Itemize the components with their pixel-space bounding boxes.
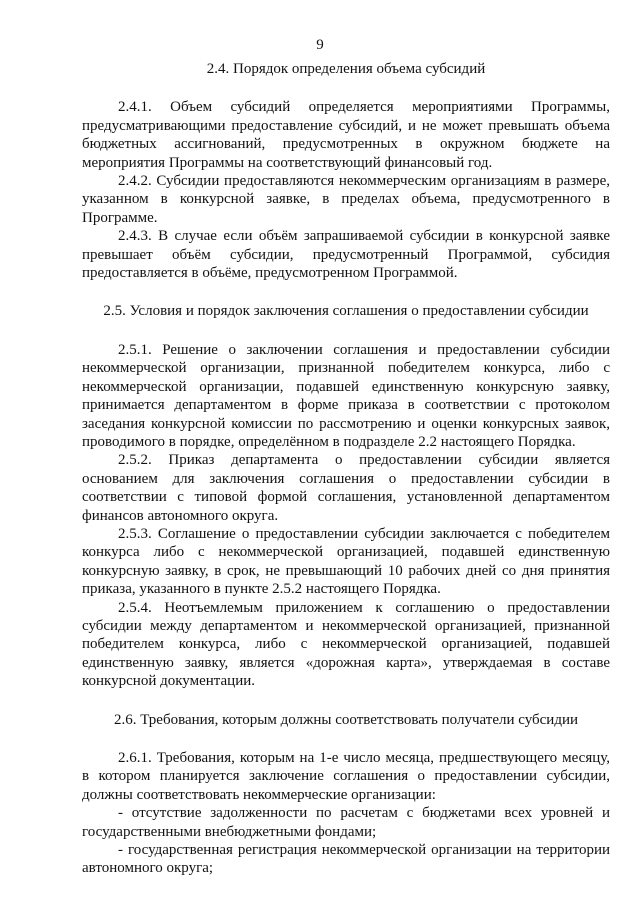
paragraph-2-5-2: 2.5.2. Приказ департамента о предоставлении субсидии является основанием для заключения соглашения о предоставлении субсидии в соответствии с типовой формой соглашения, установленной департаментом финансов автономного округа. — [82, 452, 610, 524]
section-heading-2-4: 2.4. Порядок определения объема субсидий — [206, 61, 486, 77]
paragraph-2-5-4: 2.5.4. Неотъемлемым приложением к соглашению о предоставлении субсидии между департаментом и некоммерческой организацией, признанной победителем конкурса, либо с некоммерческой организацией, подавшей единственную заявку, является «дорожная карта», утверждаемая в составе конкурсной документации. — [82, 599, 610, 690]
paragraph-2-4-3: 2.4.3. В случае если объём запрашиваемой субсидии в конкурсной заявке превышает объём субсидии, предусмотренный Программой, субсидия предоставляется в объёме, предусмотренном Программой. — [82, 228, 610, 282]
paragraph-2-5-1: 2.5.1. Решение о заключении соглашения и предоставлении субсидии некоммерческой организации, признанной победителем конкурса, либо с некоммерческой организации, подавшей единственную конкурсную заявку, принимается департаментом в форме приказа в соответствии с протоколом заседания конкурсной комиссии по рассмотрению и оценки конкурсных заявок, проводимого в порядке, определённом в подразделе 2.2 настоящего Порядка. — [82, 341, 610, 450]
paragraph-2-4-2: 2.4.2. Субсидии предоставляются некоммерческим организациям в размере, указанном в конкурсной заявке, в пределах объема, предусмотренного в Программе. — [82, 173, 610, 226]
list-item-no-debt: - отсутствие задолженности по расчетам с бюджетами всех уровней и государственными внебюджетными фондами; — [82, 805, 610, 840]
page-number: 9 — [316, 37, 324, 53]
paragraph-2-6-1: 2.6.1. Требования, которым на 1-е число месяца, предшествующего месяцу, в котором планируется заключение соглашения о предоставлении субсидии, должны соответствовать некоммерческие организации: — [82, 750, 610, 803]
section-heading-2-6: 2.6. Требования, которым должны соответствовать получатели субсидии — [113, 711, 579, 728]
paragraph-2-5-3: 2.5.3. Соглашение о предоставлении субсидии заключается с победителем конкурса либо с некоммерческой организацией, подавшей единственную конкурсную заявку, в срок, не превышающий 10 рабочих дней со дня принятия приказа, указанного в пункте 2.5.2 настоящего Порядка. — [82, 525, 610, 598]
section-heading-2-5: 2.5. Условия и порядок заключения соглашения о предоставлении субсидии — [103, 303, 589, 320]
list-item-registration: - государственная регистрация некоммерческой организации на территории автономного округа; — [82, 842, 610, 877]
document-body — [82, 60, 610, 878]
paragraph-2-4-1: 2.4.1. Объем субсидий определяется мероприятиями Программы, предусматривающими предоставление субсидий, и не может превышать объема бюджетных ассигнований, предусмотренных в окружном бюджете на мероприятия Программы на соответствующий финансовый год. — [82, 99, 610, 171]
